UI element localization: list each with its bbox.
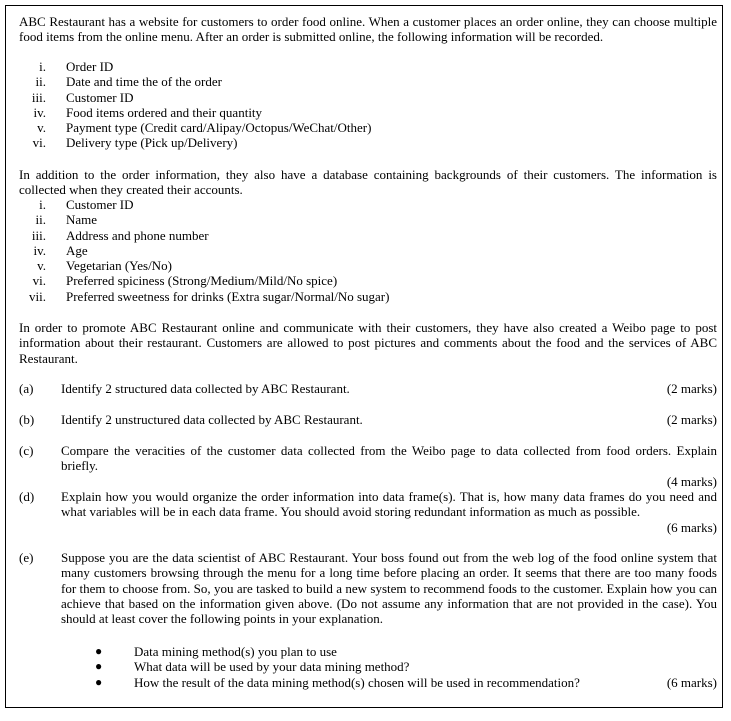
list-item: ii. Name [35,212,98,228]
question-marks: (2 marks) [666,412,717,427]
list-item: vi. Preferred spiciness (Strong/Medium/Mild/No spice) [32,273,338,289]
bullet-icon: ● [95,659,103,674]
question-marks: (2 marks) [666,381,717,396]
question-label: (b) [19,412,35,427]
question-e-points [19,644,717,690]
question-label: (c) [19,443,34,458]
question-b [19,412,717,427]
list-item: i. Customer ID [39,197,134,212]
list-item: ● Data mining method(s) you plan to use [95,644,337,659]
list-item: ii. Date and time the of the order [35,74,222,90]
list-item: ● How the result of the data mining method(s) chosen will be used in recommendation? (6 marks) [95,674,717,690]
bullet-icon: ● [95,644,103,658]
question-text: Explain how you would organize the order information into data frame(s). That is, how many data frames do you need and what variables will be in each data frame. You should avoid storing redundant information as much as possible. [61,489,717,520]
question-text: Identify 2 unstructured data collected by ABC Restaurant. [61,412,363,427]
question-a [19,381,717,396]
question-e [19,550,717,626]
bullet-icon: ● [95,674,103,689]
question-text: Compare the veracities of the customer data collected from the Weibo page to data collected from food orders. Explain briefly. [61,443,717,474]
intro-paragraph: ABC Restaurant has a website for customers to order food online. When a customer places an order online, they can choose multiple food items from the online menu. After an order is submitted online, the following information will be recorded. [19,14,717,45]
question-d [19,489,717,535]
question-c [19,443,717,489]
list-item: vii. Preferred sweetness for drinks (Extra sugar/Normal/No sugar) [29,288,390,304]
question-marks: (6 marks) [666,519,717,535]
question-label: (e) [19,550,34,565]
question-document [5,5,723,708]
order-fields-list [19,59,717,151]
list-item: iv. Food items ordered and their quantity [33,104,263,120]
list-item: iii. Address and phone number [31,227,209,243]
question-label: (a) [19,381,34,396]
list-item: iv. Age [33,242,88,258]
question-marks: (6 marks) [666,674,717,690]
list-item: v. Payment type (Credit card/Alipay/Octopus/WeChat/Other) [37,120,372,136]
customer-intro-paragraph: In addition to the order information, they also have a database containing backgrounds of their customers. The information is collected when they created their accounts. [19,167,717,198]
list-item: vi. Delivery type (Pick up/Delivery) [32,135,238,151]
question-text: Identify 2 structured data collected by ABC Restaurant. [61,381,350,396]
list-item: i. Order ID [39,59,114,74]
list-item: v. Vegetarian (Yes/No) [37,258,172,274]
customer-fields-list [19,197,717,304]
question-marks: (4 marks) [666,473,717,489]
question-label: (d) [19,489,35,504]
list-item: ● What data will be used by your data mining method? [95,659,410,675]
question-text: Suppose you are the data scientist of ABC Restaurant. Your boss found out from the web log of the food online system that many customers browsing through the menu for a long time before placing an order. It seems that there are too many foods for them to choose from. So, you are tasked to build a new system to recommend foods to the customer. Explain how you can achieve that based on the information given above. (Do not assume any information that are not provided in the case). You should at least cover the following points in your explanation. [61,550,717,627]
list-item: iii. Customer ID [31,89,134,105]
weibo-intro-paragraph: In order to promote ABC Restaurant online and communicate with their customers, they have also created a Weibo page to post information about their restaurant. Customers are allowed to post pictures and comments about the food and the services of ABC Restaurant. [19,320,717,366]
